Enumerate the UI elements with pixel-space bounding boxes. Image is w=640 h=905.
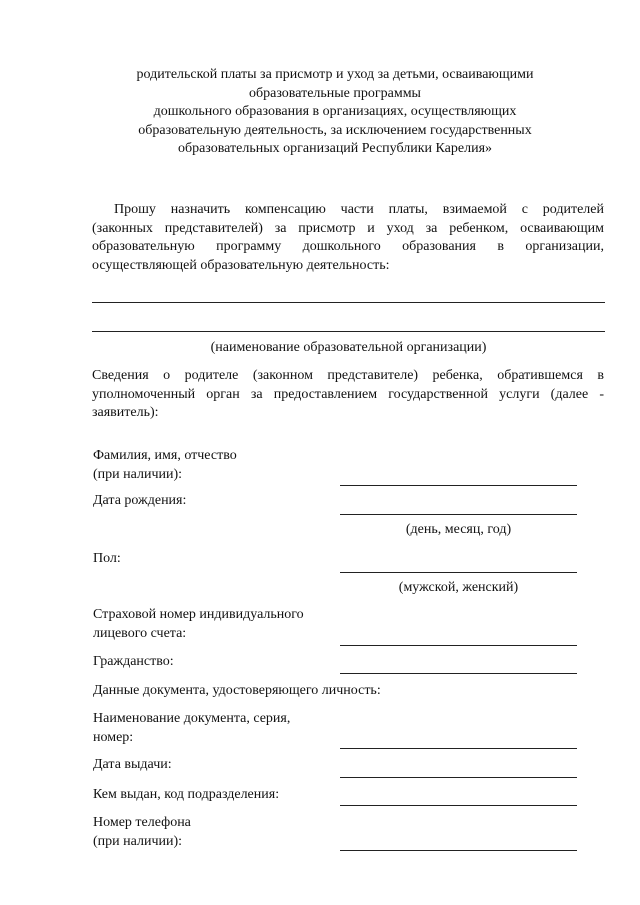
header-line: дошкольного образования в организациях, осуществляющих bbox=[153, 104, 517, 119]
request-line: образовательную программу дошкольного образования в организации, bbox=[92, 239, 604, 254]
header-line: образовательных организаций Республики Карелия» bbox=[177, 141, 493, 156]
request-line: Прошу назначить компенсацию части платы, взимаемой с родителей bbox=[114, 202, 604, 217]
gender-hint: (мужской, женский) bbox=[398, 580, 519, 595]
phone-field[interactable] bbox=[340, 850, 577, 851]
issued-by-label: Кем выдан, код подразделения: bbox=[93, 787, 280, 802]
gender-field[interactable] bbox=[340, 572, 577, 573]
gender-label: Пол: bbox=[93, 551, 121, 566]
phone-label: Номер телефона (при наличии): bbox=[93, 815, 191, 849]
intro-line: уполномоченный орган за предоставлением государственной услуги (далее - bbox=[92, 386, 604, 402]
applicant-intro bbox=[92, 367, 604, 423]
id-doc-heading: Данные документа, удостоверяющего личность: bbox=[93, 683, 381, 698]
birth-date-field[interactable] bbox=[340, 514, 577, 515]
request-paragraph bbox=[92, 201, 604, 275]
org-name-line-1[interactable] bbox=[92, 302, 605, 303]
org-caption: (наименование образовательной организации) bbox=[210, 340, 487, 355]
full-name-label: Фамилия, имя, отчество (при наличии): bbox=[93, 448, 237, 482]
org-name-line-2[interactable] bbox=[92, 331, 605, 332]
citizenship-label: Гражданство: bbox=[93, 654, 174, 669]
doc-name-label: Наименование документа, серия, номер: bbox=[93, 711, 291, 745]
citizenship-field[interactable] bbox=[340, 673, 577, 674]
header-line: образовательные программы bbox=[249, 85, 421, 101]
full-name-field[interactable] bbox=[340, 485, 577, 486]
doc-name-field[interactable] bbox=[340, 748, 577, 749]
birth-date-label: Дата рождения: bbox=[93, 493, 187, 508]
intro-line: Сведения о родителе (законном представителе) ребенка, обратившемся в bbox=[92, 368, 604, 383]
birth-date-hint: (день, месяц, год) bbox=[405, 522, 512, 537]
issue-date-label: Дата выдачи: bbox=[93, 757, 172, 772]
issue-date-field[interactable] bbox=[340, 777, 577, 778]
issued-by-field[interactable] bbox=[340, 805, 577, 806]
header-line: образовательную деятельность, за исключением государственных bbox=[138, 122, 532, 138]
request-line: (законных представителей) за присмотр и уход за ребенком, осваивающим bbox=[92, 220, 604, 236]
header-line: родительской платы за присмотр и уход за детьми, осваивающими bbox=[136, 67, 534, 82]
snils-field[interactable] bbox=[340, 645, 577, 646]
request-line: осуществляющей образовательную деятельность: bbox=[92, 257, 390, 273]
header-continuation bbox=[80, 66, 590, 159]
intro-line: заявитель): bbox=[92, 405, 159, 420]
snils-label: Страховой номер индивидуального лицевого счета: bbox=[93, 607, 304, 641]
